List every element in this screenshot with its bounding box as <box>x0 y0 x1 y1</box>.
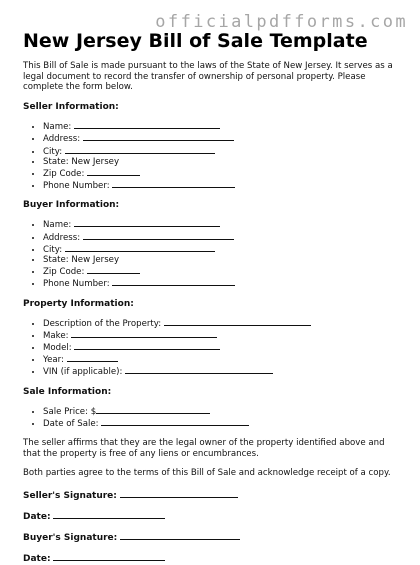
field-label: VIN (if applicable): <box>43 367 123 378</box>
buyer-date-blank[interactable] <box>53 552 165 561</box>
buyer-city-blank[interactable] <box>65 243 215 252</box>
page-title: New Jersey Bill of Sale Template <box>23 30 368 52</box>
property-make-blank[interactable] <box>71 329 217 338</box>
property-vin-blank[interactable] <box>125 365 273 374</box>
field-label: Make: <box>43 330 69 341</box>
buyer-signature-line <box>23 531 403 544</box>
field-label: Year: <box>43 355 64 366</box>
field-label: State: New Jersey <box>43 156 120 167</box>
buyer-address-field <box>43 231 403 243</box>
buyer-signature-label: Buyer's Signature: <box>23 533 118 544</box>
buyer-name-blank[interactable] <box>74 218 220 227</box>
seller-phone-blank[interactable] <box>112 179 235 188</box>
field-label: Zip Code: <box>43 267 85 278</box>
field-label: City: <box>43 146 63 157</box>
field-label: Description of the Property: <box>43 318 162 329</box>
intro-paragraph: This Bill of Sale is made pursuant to the laws of the State of New Jersey. It serves as a legal document to record the transfer of ownership of personal property. Please complete the form below. <box>23 61 393 93</box>
seller-name-blank[interactable] <box>74 120 220 129</box>
document-page <box>23 30 403 565</box>
field-label: Date of Sale: <box>43 418 99 429</box>
field-label: Zip Code: <box>43 168 85 179</box>
buyer-zip-blank[interactable] <box>87 265 140 274</box>
sale-price-blank[interactable] <box>96 405 210 414</box>
property-year-blank[interactable] <box>67 353 118 362</box>
seller-phone-field <box>43 179 403 191</box>
property-fields <box>23 317 403 378</box>
sale-price-field <box>43 405 403 417</box>
seller-address-blank[interactable] <box>83 132 234 141</box>
seller-fields <box>23 120 403 191</box>
field-label: Phone Number: <box>43 279 110 290</box>
field-label: Model: <box>43 342 72 353</box>
buyer-address-blank[interactable] <box>83 231 234 240</box>
agreement-paragraph: Both parties agree to the terms of this Bill of Sale and acknowledge receipt of a copy. <box>23 468 391 479</box>
seller-city-field <box>43 145 403 157</box>
seller-city-blank[interactable] <box>65 145 215 154</box>
buyer-date-line <box>23 552 403 565</box>
seller-date-blank[interactable] <box>53 510 165 519</box>
field-label: Name: <box>43 220 72 231</box>
seller-signature-label: Seller's Signature: <box>23 491 117 502</box>
sale-fields <box>23 405 403 429</box>
property-make-field <box>43 329 403 341</box>
property-description-field <box>43 317 403 329</box>
property-description-blank[interactable] <box>164 317 311 326</box>
field-label: State: New Jersey <box>43 254 120 265</box>
seller-zip-blank[interactable] <box>87 167 140 176</box>
field-label: Address: <box>43 232 81 243</box>
buyer-state-field <box>43 255 403 265</box>
field-label: Sale Price: $ <box>43 406 97 417</box>
sale-date-blank[interactable] <box>101 417 249 426</box>
property-vin-field <box>43 365 403 377</box>
property-model-field <box>43 341 403 353</box>
sale-date-field <box>43 417 403 429</box>
seller-zip-field <box>43 167 403 179</box>
affirmation-paragraph: The seller affirms that they are the legal owner of the property identified above and that the property is free of any liens or encumbrances. <box>23 437 385 459</box>
field-label: Address: <box>43 134 81 145</box>
buyer-zip-field <box>43 265 403 277</box>
seller-heading: Seller Information: <box>23 102 119 113</box>
watermark: officialpdfforms.com <box>155 12 408 32</box>
property-year-field <box>43 353 403 365</box>
buyer-signature-blank[interactable] <box>120 531 240 540</box>
seller-address-field <box>43 132 403 144</box>
buyer-fields <box>23 218 403 289</box>
sale-heading: Sale Information: <box>23 386 112 397</box>
seller-date-label: Date: <box>23 512 51 523</box>
buyer-name-field <box>43 218 403 230</box>
seller-date-line <box>23 510 403 523</box>
seller-name-field <box>43 120 403 132</box>
signature-block <box>23 489 403 565</box>
property-model-blank[interactable] <box>74 341 220 350</box>
buyer-heading: Buyer Information: <box>23 200 120 211</box>
seller-signature-line <box>23 489 403 502</box>
buyer-phone-blank[interactable] <box>112 277 235 286</box>
field-label: Phone Number: <box>43 181 110 192</box>
seller-signature-blank[interactable] <box>120 489 238 498</box>
field-label: City: <box>43 244 63 255</box>
buyer-phone-field <box>43 277 403 289</box>
field-label: Name: <box>43 122 72 133</box>
seller-state-field <box>43 157 403 167</box>
buyer-city-field <box>43 243 403 255</box>
property-heading: Property Information: <box>23 298 134 309</box>
buyer-date-label: Date: <box>23 554 51 565</box>
